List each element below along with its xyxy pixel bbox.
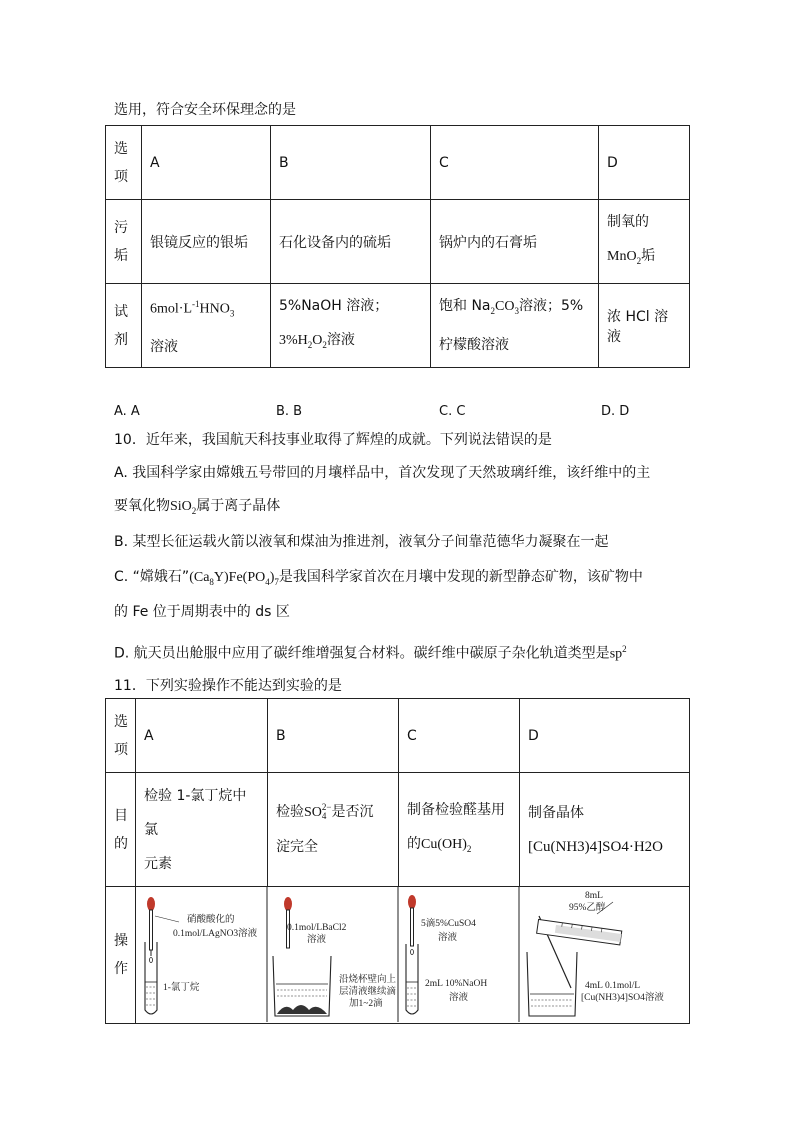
op-b-label-5: 加1~2滴	[349, 999, 383, 1009]
operation-diagrams	[135, 886, 689, 1022]
precipitate-icon	[277, 1005, 327, 1014]
q10-option-c-line2[interactable]: 的 Fe 位于周期表中的 ds 区	[114, 604, 290, 620]
op-c-label-1: 5滴5%CuSO4	[421, 919, 476, 929]
op-d-label-2: 95%乙醇	[569, 903, 606, 913]
q9-header-c: C	[431, 126, 599, 200]
op-b-label-2: 溶液	[307, 935, 327, 945]
intro-line: 选用，符合安全环保理念的是	[114, 102, 296, 118]
q11-purpose-a-line1: 检验 1-氯丁烷中氯	[144, 787, 247, 838]
apparatus-b	[273, 897, 397, 1016]
q10-option-a-line1[interactable]: A. 我国科学家由嫦娥五号带回的月壤样品中，首次发现了天然玻璃纤维，该纤维中的主	[114, 465, 651, 481]
q9-reagent-d: 浓 HCl 溶液	[599, 284, 690, 368]
q11-purpose-c-line2: 的$Cu(OH)_2$	[407, 836, 472, 854]
q11-header-a: A	[136, 699, 268, 773]
q11-header-c: C	[399, 699, 520, 773]
q9-dirt-d	[599, 200, 690, 284]
q9-header-d: D	[599, 126, 690, 200]
q11-purpose-b	[268, 773, 399, 887]
op-a-label-1: 硝酸酸化的	[187, 915, 235, 925]
q9-header-row	[106, 126, 690, 200]
op-a-label-3: 1-氯丁烷	[163, 983, 200, 993]
dropper-bulb-icon	[147, 897, 155, 911]
q9-dirt-label: 污垢	[114, 219, 128, 264]
q9-reagent-a-line1: $6mol\cdot L^{-1}HNO_3$	[150, 298, 235, 319]
op-b-label-4: 层清液继续滴	[339, 987, 397, 997]
q9-dirt-b: 石化设备内的硫垢	[271, 200, 431, 284]
q11-purpose-b-line2: 淀完全	[276, 839, 318, 855]
q11-purpose-d	[520, 773, 690, 887]
op-a-label-2: 0.1mol/LAgNO3溶液	[173, 929, 258, 939]
q9-reagent-c-line1: 饱和 $Na_2CO_3$溶液；5%	[439, 298, 584, 316]
op-d-label-4: [Cu(NH3)4]SO4溶液	[581, 993, 664, 1003]
q11-purpose-row	[106, 773, 690, 887]
q9-dirt-d-line2: MnO$_2$垢	[607, 248, 656, 266]
q10-option-d[interactable]: D. 航天员出舱服中应用了碳纤维增强复合材料。碳纤维中碳原子杂化轨道类型是$sp^2$	[114, 644, 627, 662]
q9-header-b: B	[271, 126, 431, 200]
q9-header-label: 选项	[114, 140, 128, 185]
op-c-label-3: 2mL 10%NaOH	[425, 979, 488, 989]
q11-purpose-a	[136, 773, 268, 887]
q9-dirt-c: 锅炉内的石膏垢	[431, 200, 599, 284]
dropper-tube-icon	[411, 908, 414, 946]
q11-header-row	[106, 699, 690, 773]
q9-reagent-a-line2: 溶液	[150, 339, 178, 356]
q9-option-b[interactable]: B. B	[276, 404, 303, 419]
q9-reagent-label: 试剂	[114, 303, 128, 348]
q9-reagent-a	[142, 284, 271, 368]
op-b-label-3: 沿烧杯壁向上	[339, 975, 397, 985]
q11-purpose-a-line2: 元素	[144, 855, 172, 872]
op-d-label-3: 4mL 0.1mol/L	[585, 981, 641, 991]
apparatus-d	[527, 891, 664, 1016]
dropper-bulb-icon	[284, 897, 292, 911]
apparatus-a	[145, 897, 258, 1014]
q11-purpose-d-line1: 制备晶体	[528, 804, 584, 821]
q11-header-b: B	[268, 699, 399, 773]
q9-reagent-c-line2: 柠檬酸溶液	[439, 336, 509, 353]
op-c-label-2: 溶液	[438, 933, 458, 943]
q11-purpose-c-line1: 制备检验醛基用	[407, 802, 505, 819]
q9-option-a[interactable]: A. A	[114, 404, 140, 419]
q9-option-d[interactable]: D. D	[601, 404, 630, 419]
q11-purpose-d-line2: [Cu(NH3)4]SO4·H2O	[528, 838, 663, 855]
q11-stem: 11．下列实验操作不能达到实验的是	[114, 678, 342, 694]
q9-dirt-d-line1: 制氧的	[607, 214, 649, 231]
q9-option-c[interactable]: C. C	[439, 404, 466, 419]
apparatus-c	[406, 895, 487, 1014]
q9-reagent-b-line2: $3\%H_2O_2$溶液	[279, 332, 355, 350]
q9-reagent-row	[106, 284, 690, 368]
q11-purpose-label: 目的	[114, 807, 128, 852]
q10-stem: 10．近年来，我国航天科技事业取得了辉煌的成就。下列说法错误的是	[114, 432, 552, 448]
q11-purpose-c	[399, 773, 520, 887]
q9-dirt-row	[106, 200, 690, 284]
op-d-label-1: 8mL	[585, 891, 603, 901]
q9-reagent-b-line1: 5%NaOH 溶液；	[279, 298, 389, 315]
q11-operation-label: 操作	[114, 933, 128, 977]
op-b-label-1: 0.1mol/LBaCl2	[287, 923, 347, 933]
q9-header-a: A	[142, 126, 271, 200]
q11-header-d: D	[520, 699, 690, 773]
q10-option-a-line2[interactable]: 要氧化物SiO$_2$属于离子晶体	[114, 498, 281, 516]
q9-reagent-b	[271, 284, 431, 368]
dropper-bulb-icon	[408, 895, 416, 909]
q9-table	[105, 125, 690, 368]
q10-option-b[interactable]: B. 某型长征运载火箭以液氧和煤油为推进剂，液氧分子间靠范德华力凝聚在一起	[114, 534, 609, 550]
op-c-label-4: 溶液	[449, 993, 469, 1003]
q11-header-label: 选项	[114, 713, 128, 758]
q11-purpose-b-line1: 检验SO 2− 4 是否沉	[276, 802, 374, 821]
q9-dirt-a: 银镜反应的银垢	[142, 200, 271, 284]
q10-option-c-line1[interactable]: C. “嫦娥石$”(Ca_8Y)Fe(PO_4)_7$是我国科学家首次在月壤中发现的新型静态矿物，该矿物中	[114, 569, 643, 587]
q9-reagent-c	[431, 284, 599, 368]
dropper-tube-icon	[150, 910, 153, 950]
